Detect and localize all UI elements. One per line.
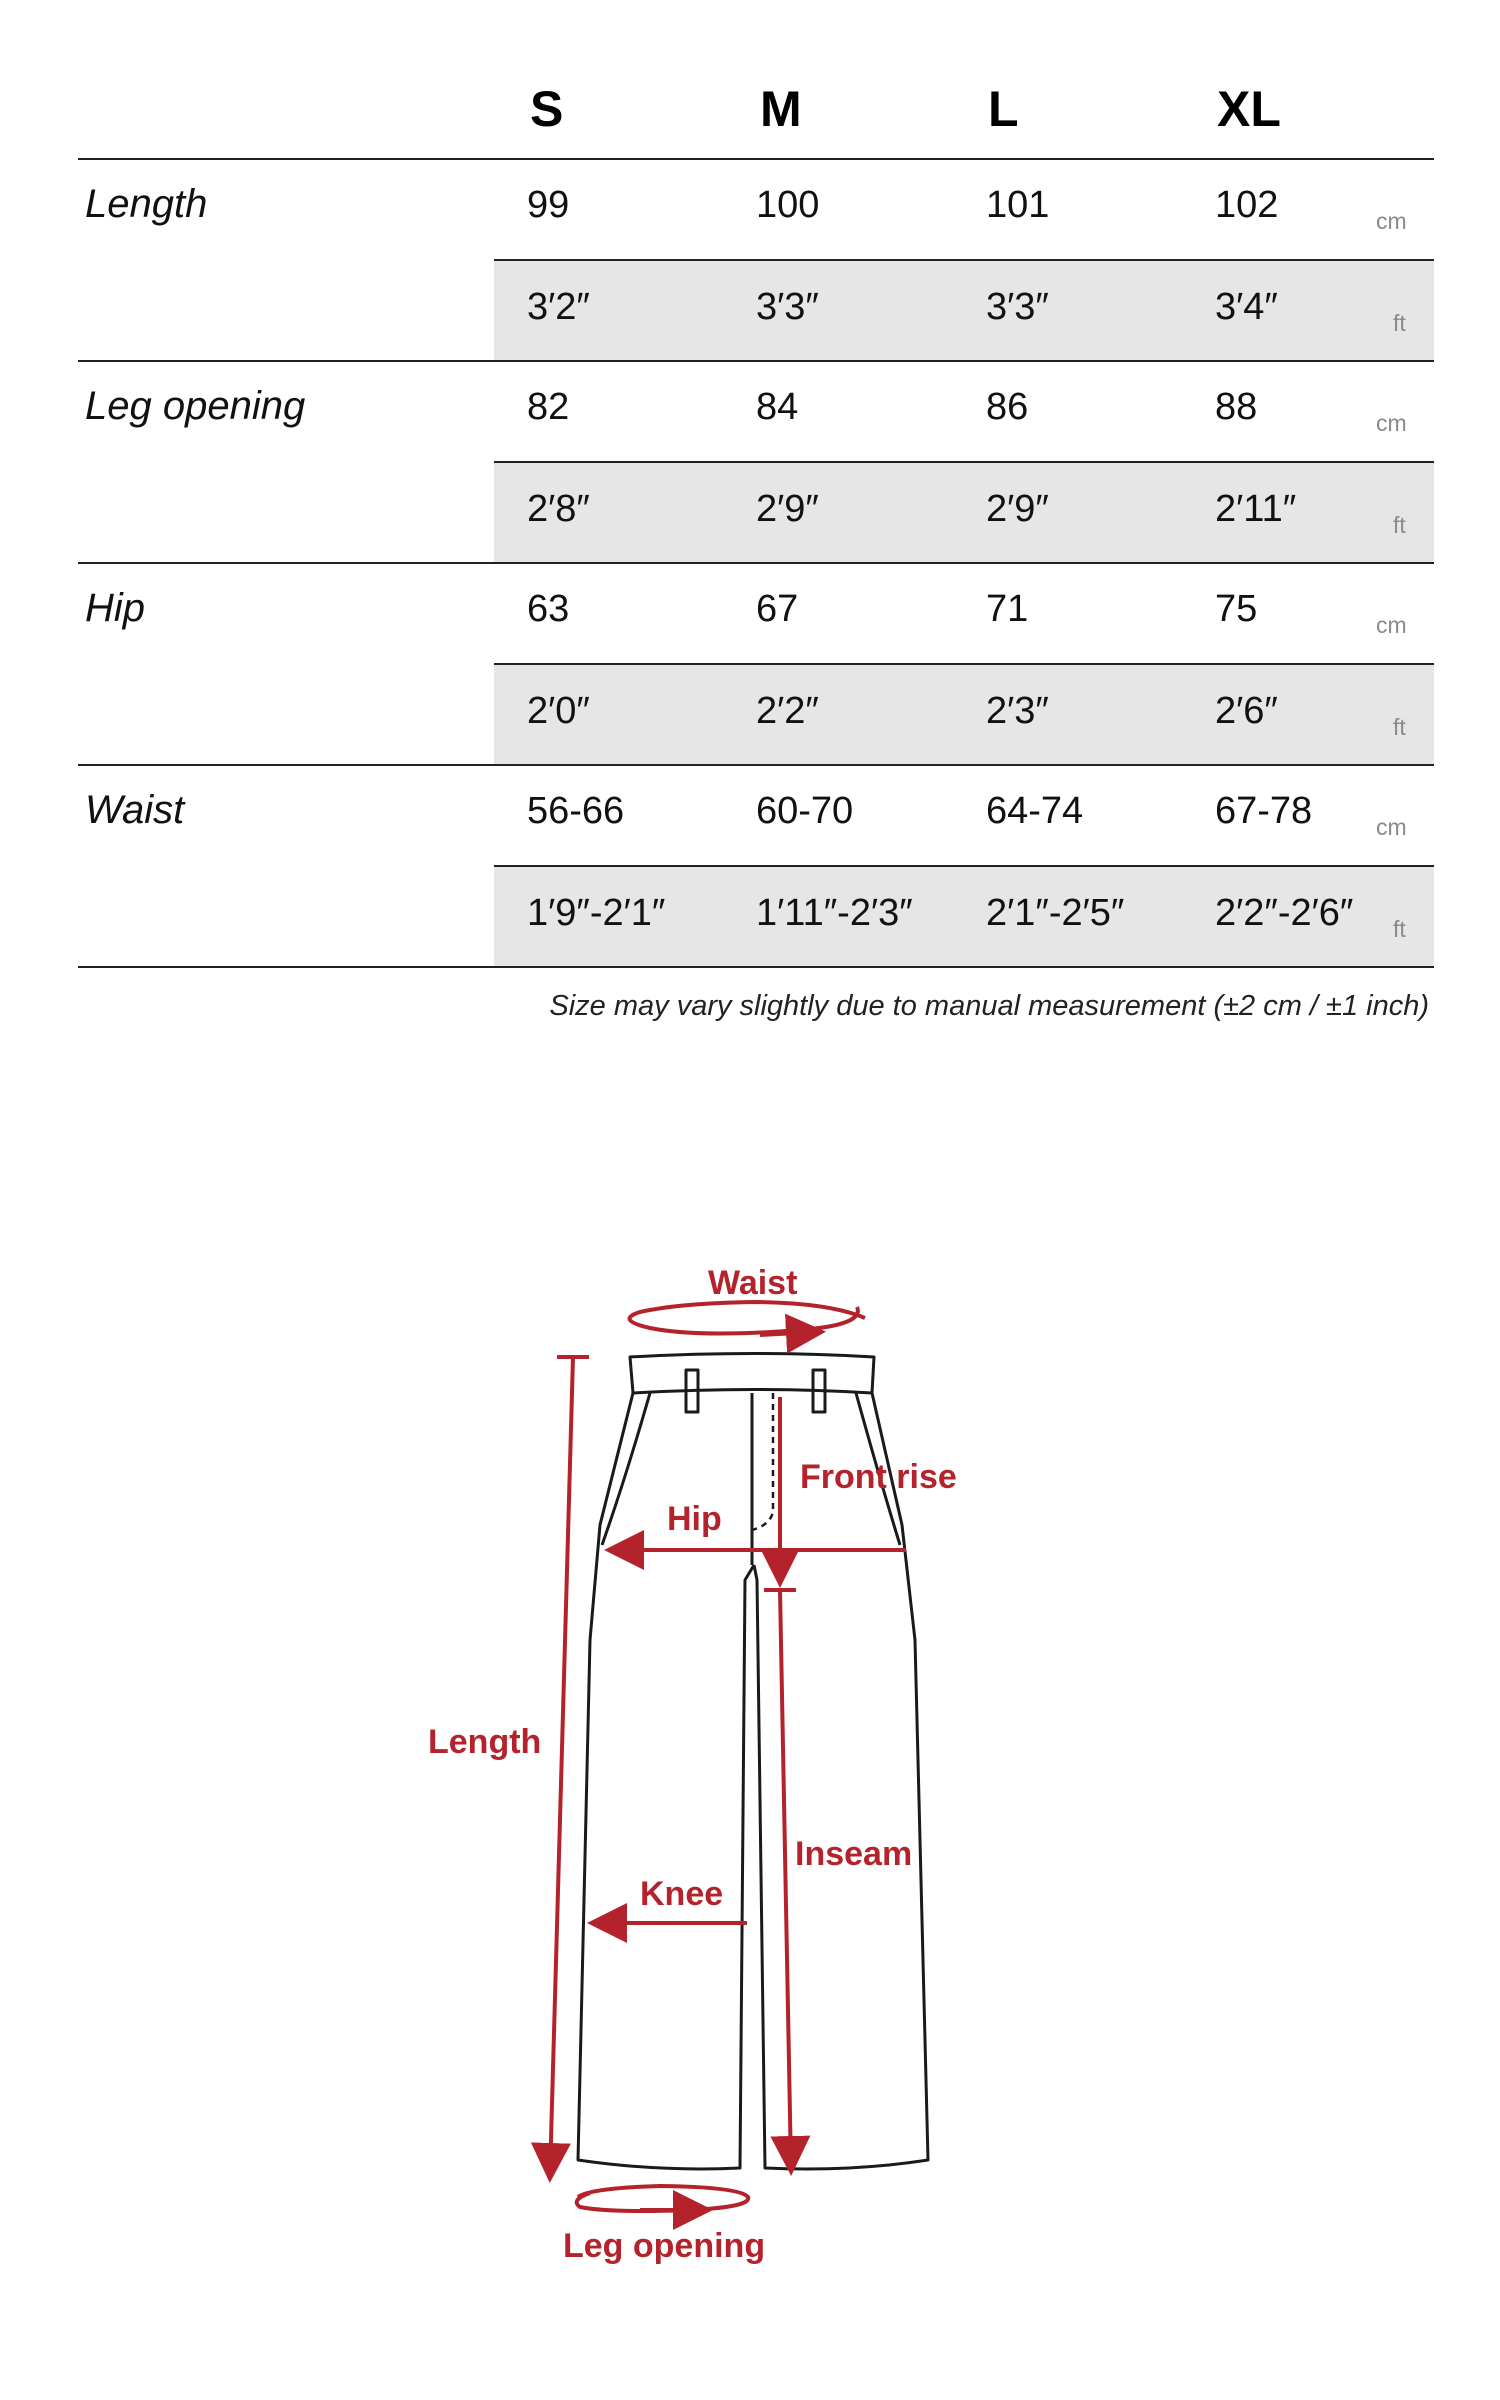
cm-value-l: 64-74 — [986, 790, 1084, 832]
cm-value-s: 63 — [527, 588, 570, 630]
front-rise-label: Front rise — [800, 1458, 957, 1496]
inseam-arrow — [780, 1590, 791, 2168]
measurement-arrows — [550, 1302, 906, 2211]
belt-loop — [686, 1370, 698, 1412]
ft-value-l: 2′3″ — [986, 690, 1049, 732]
length-label: Length — [428, 1723, 542, 1761]
left-leg — [578, 1393, 754, 2169]
ft-value-m: 1′11″-2′3″ — [756, 892, 913, 934]
ft-value-m: 2′2″ — [756, 690, 819, 732]
waist-arrow — [760, 1332, 818, 1335]
cm-unit: cm — [1376, 208, 1407, 234]
length-arrow — [550, 1357, 573, 2175]
ft-unit: ft — [1393, 512, 1406, 538]
belt-loop — [813, 1370, 825, 1412]
cm-value-l: 86 — [986, 386, 1029, 428]
measure-label: Leg opening — [85, 384, 306, 428]
group-divider — [78, 562, 1434, 564]
ft-value-m: 2′9″ — [756, 488, 819, 530]
leg-opening-loop-arrow — [577, 2186, 749, 2211]
waistband — [630, 1354, 874, 1394]
cm-value-xl: 75 — [1215, 588, 1258, 630]
cm-value-m: 60-70 — [756, 790, 854, 832]
cm-value-m: 100 — [756, 184, 820, 226]
fly-stitch — [752, 1393, 773, 1530]
ft-value-xl: 2′2″-2′6″ — [1215, 892, 1354, 934]
measure-label: Length — [85, 182, 208, 226]
size-xl-header: XL — [1217, 81, 1281, 137]
size-s-header: S — [530, 81, 564, 137]
imperial-row-shade — [494, 261, 1434, 360]
right-leg — [754, 1393, 928, 2169]
ft-unit: ft — [1393, 310, 1406, 336]
measure-label: Hip — [85, 586, 146, 630]
waist-loop-arrow — [630, 1302, 865, 1334]
cm-value-m: 67 — [756, 588, 799, 630]
size-header-row — [0, 70, 1500, 150]
cm-unit: cm — [1376, 612, 1407, 638]
cm-unit: cm — [1376, 410, 1407, 436]
ft-value-l: 2′1″-2′5″ — [986, 892, 1125, 934]
table-top-rule — [78, 158, 1434, 160]
pants-outline — [578, 1354, 928, 2170]
cm-value-s: 56-66 — [527, 790, 625, 832]
ft-unit: ft — [1393, 714, 1406, 740]
measure-label: Waist — [85, 788, 185, 832]
ft-value-s: 2′0″ — [527, 690, 590, 732]
size-m-header: M — [760, 81, 802, 137]
cm-unit: cm — [1376, 814, 1407, 840]
right-pocket — [856, 1393, 900, 1545]
ft-value-l: 3′3″ — [986, 286, 1049, 328]
ft-value-xl: 3′4″ — [1215, 286, 1278, 328]
knee-label: Knee — [640, 1875, 724, 1913]
ft-value-l: 2′9″ — [986, 488, 1049, 530]
cm-value-m: 84 — [756, 386, 799, 428]
cm-value-xl: 102 — [1215, 184, 1279, 226]
ft-value-xl: 2′6″ — [1215, 690, 1278, 732]
cm-value-xl: 88 — [1215, 386, 1258, 428]
ft-value-s: 3′2″ — [527, 286, 590, 328]
ft-value-s: 1′9″-2′1″ — [527, 892, 666, 934]
cm-value-xl: 67-78 — [1215, 790, 1313, 832]
table-bottom-rule — [78, 966, 1434, 968]
group-divider — [78, 764, 1434, 766]
cm-value-l: 71 — [986, 588, 1029, 630]
cm-value-s: 82 — [527, 386, 570, 428]
ft-value-m: 3′3″ — [756, 286, 819, 328]
waist-label: Waist — [708, 1264, 798, 1302]
cm-value-l: 101 — [986, 184, 1050, 226]
ft-value-xl: 2′11″ — [1215, 488, 1297, 530]
left-pocket — [602, 1393, 650, 1545]
leg-opening-label: Leg opening — [563, 2227, 766, 2265]
inseam-label: Inseam — [795, 1835, 913, 1873]
ft-value-s: 2′8″ — [527, 488, 590, 530]
cm-value-s: 99 — [527, 184, 570, 226]
hip-label: Hip — [667, 1500, 722, 1538]
imperial-row-shade — [494, 665, 1434, 764]
size-l-header: L — [988, 81, 1019, 137]
ft-unit: ft — [1393, 916, 1406, 942]
group-divider — [78, 360, 1434, 362]
measurement-note: Size may vary slightly due to manual measurement (±2 cm / ±1 inch) — [549, 990, 1429, 1022]
